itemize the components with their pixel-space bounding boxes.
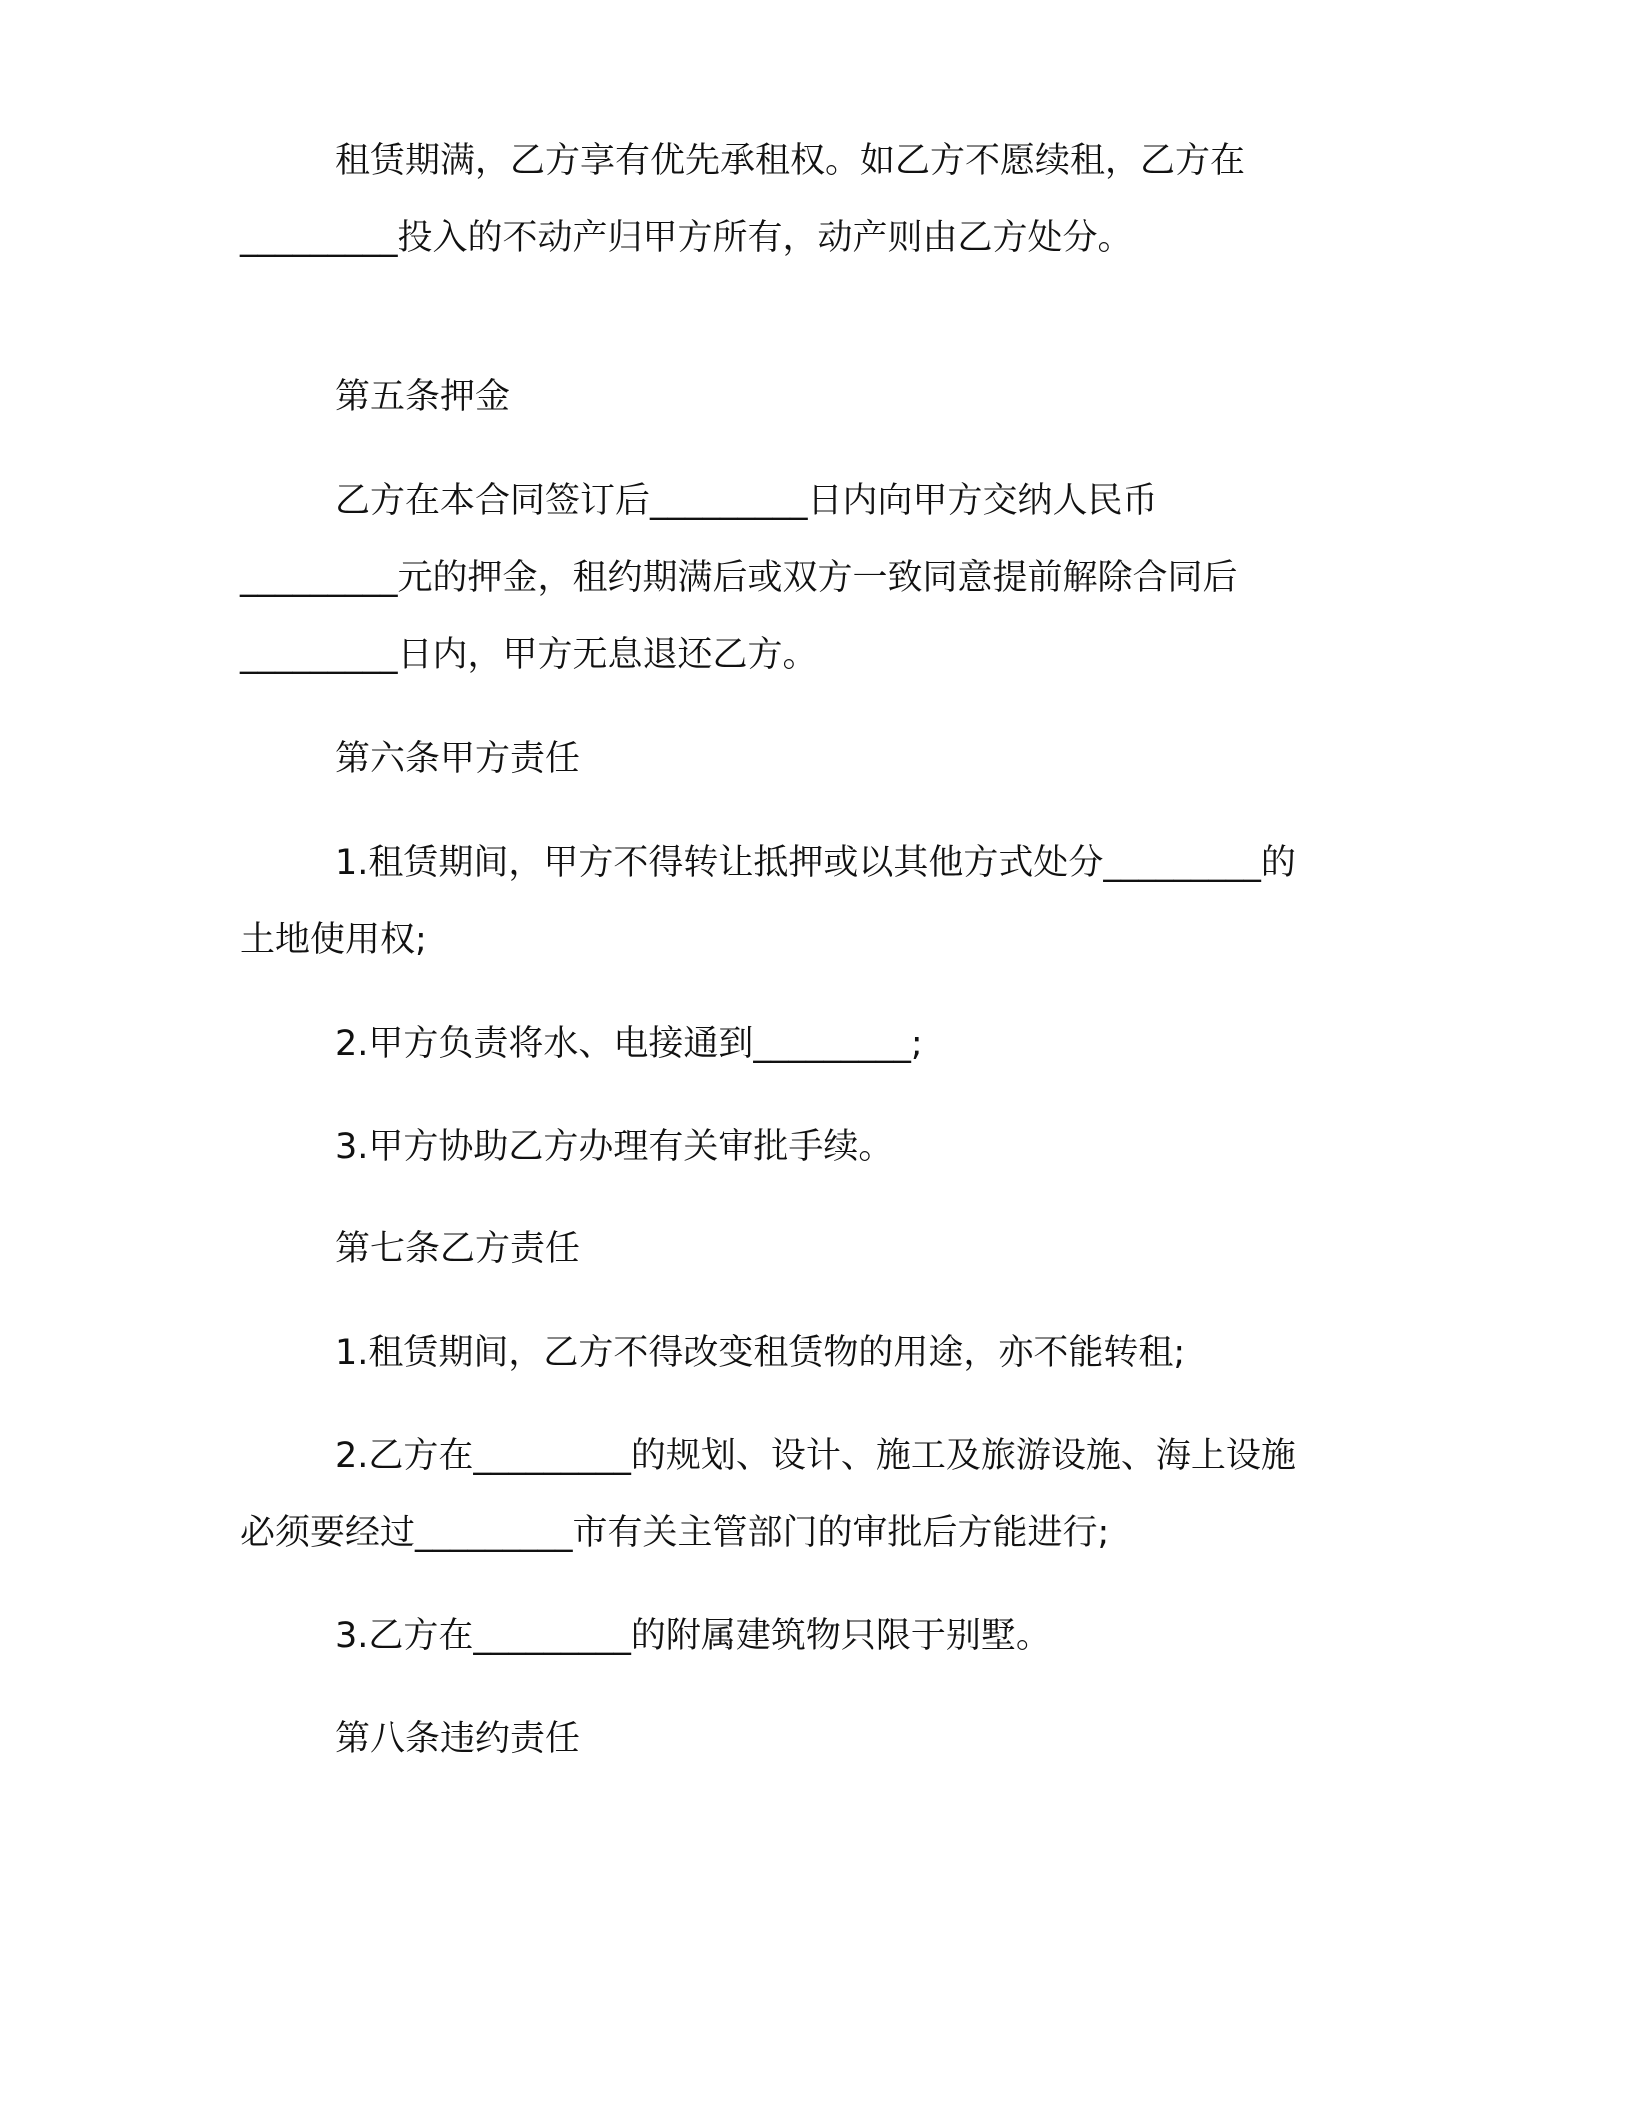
article-6-item-3 (240, 1109, 1380, 1186)
text-line: 3.甲方协助乙方办理有关审批手续。 (335, 1127, 894, 1167)
text-line: _________投入的不动产归甲方所有，动产则由乙方处分。 (240, 218, 1133, 258)
text-line: _________日内，甲方无息退还乙方。 (240, 635, 818, 675)
article-6-heading (240, 721, 1380, 798)
text-line: 租赁期满，乙方享有优先承租权。如乙方不愿续租，乙方在 (335, 141, 1246, 181)
text-line: 土地使用权; (240, 920, 427, 960)
text-line: 2.乙方在_________的规划、设计、施工及旅游设施、海上设施 (335, 1436, 1296, 1476)
article-6-item-1 (240, 825, 1380, 979)
heading-text: 第八条违约责任 (335, 1719, 581, 1759)
text-line: 必须要经过_________市有关主管部门的审批后方能进行; (240, 1513, 1110, 1553)
article-8-heading (240, 1701, 1380, 1778)
text-line: 2.甲方负责将水、电接通到_________; (335, 1024, 923, 1064)
paragraph-renewal (240, 123, 1380, 277)
article-5-heading (240, 359, 1380, 436)
article-6-item-2 (240, 1006, 1380, 1083)
paragraph-deposit (240, 463, 1380, 694)
article-7-heading (240, 1211, 1380, 1288)
text-line: 3.乙方在_________的附属建筑物只限于别墅。 (335, 1616, 1051, 1656)
text-line: 乙方在本合同签订后_________日内向甲方交纳人民币 (335, 481, 1158, 521)
article-7-item-2 (240, 1418, 1380, 1572)
text-line: 1.租赁期间，乙方不得改变租赁物的用途，亦不能转租; (335, 1333, 1186, 1373)
article-7-item-3 (240, 1598, 1380, 1675)
heading-text: 第六条甲方责任 (335, 739, 581, 779)
text-line: 1.租赁期间，甲方不得转让抵押或以其他方式处分_________的 (335, 843, 1296, 883)
article-7-item-1 (240, 1315, 1380, 1392)
heading-text: 第七条乙方责任 (335, 1229, 581, 1269)
text-line: _________元的押金，租约期满后或双方一致同意提前解除合同后 (240, 558, 1238, 598)
heading-text: 第五条押金 (335, 377, 511, 417)
